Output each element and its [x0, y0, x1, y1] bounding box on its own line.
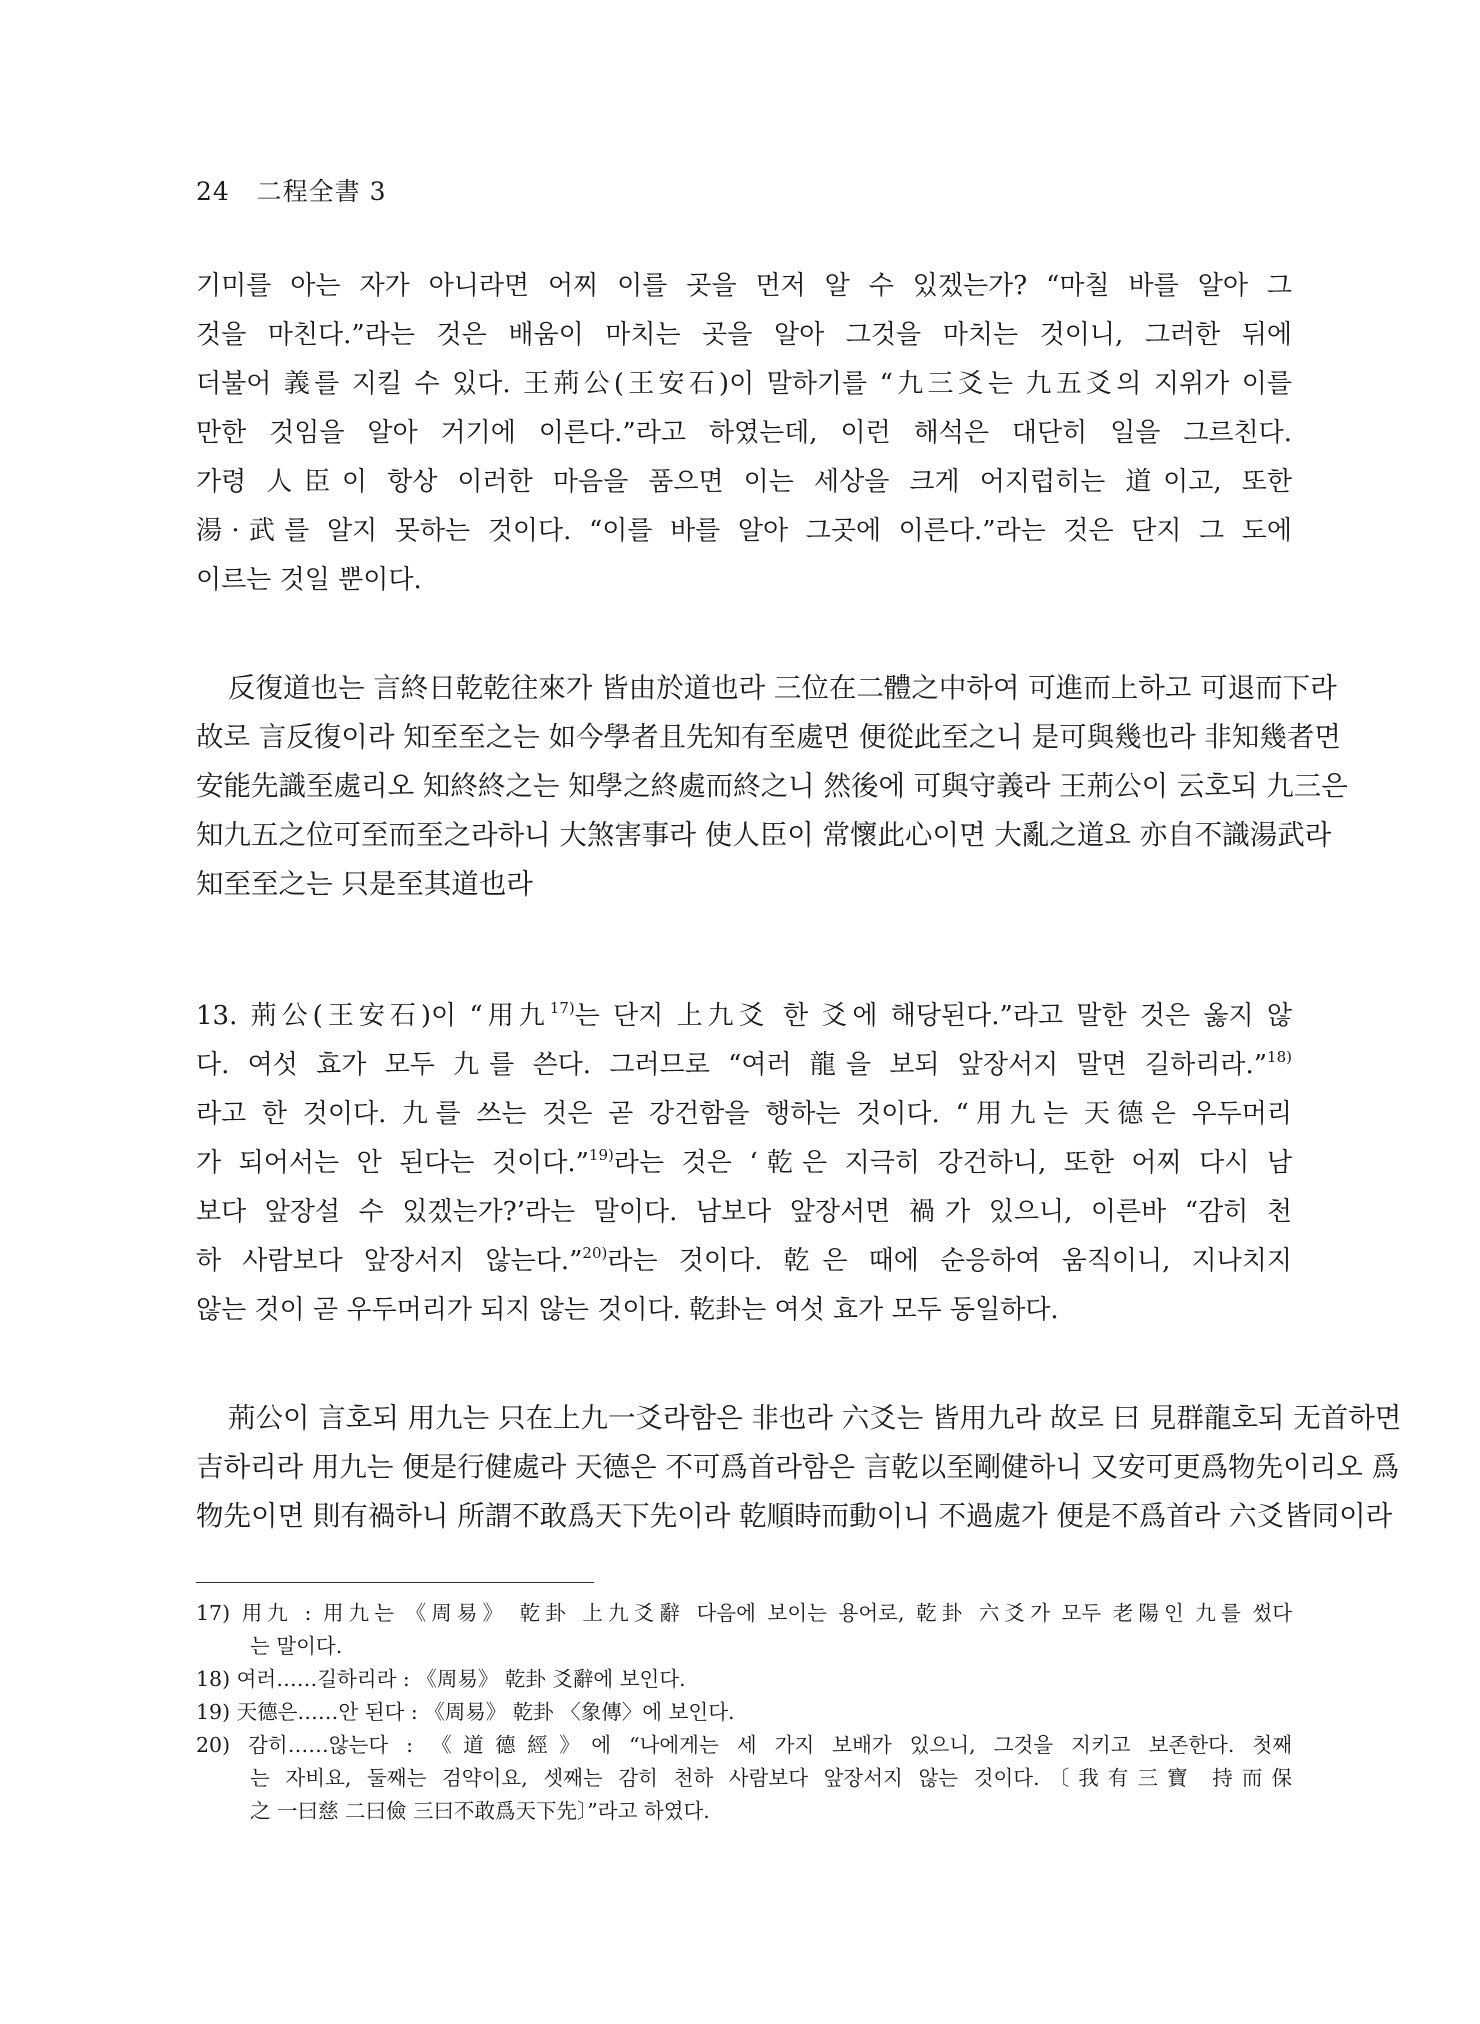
original-line: 物先이면 則有禍하니 所謂不敢爲天下先이라 乾順時而動이니 不過處가 便是不爲首라 六爻皆同이라: [196, 1500, 1393, 1532]
section2-original-text: [196, 1394, 1402, 1541]
original-line: 荊公이 言호되 用九는 只在上九一爻라함은 非也라 六爻는 皆用九라 故로 曰 見群龍호되 无首하면: [228, 1402, 1402, 1434]
running-header: [196, 172, 387, 208]
footnote-19: [196, 1696, 1292, 1729]
paragraph-line: 더불어 義를 지킬 수 있다. 王荊公(王安石)이 말하기를 “九三爻는 九五爻의 지위가 이를: [196, 369, 1292, 399]
original-line: 安能先識至處리오 知終終之는 知學之終處而終之니 然後에 可與守義라 王荊公이 云호되 九三은: [196, 770, 1348, 802]
page-number: 24: [196, 177, 230, 206]
book-title: 二程全書 3: [256, 177, 387, 206]
footnote-line: 20) 감히……않는다 : 《道德經》에 “나에게는 세 가지 보배가 있으니, 그것을 지키고 보존한다. 첫째: [196, 1733, 1292, 1757]
original-line: 知至至之는 只是至其道也라: [196, 868, 533, 900]
footnote-ref[interactable]: 20): [582, 1244, 608, 1262]
paragraph-line: 이르는 것일 뿐이다.: [196, 565, 422, 595]
footnote-17: [196, 1597, 1292, 1663]
paragraph-line: 만한 것임을 알아 거기에 이른다.”라고 하였는데, 이런 해석은 대단히 일을 그르친다.: [196, 418, 1292, 448]
footnote-ref[interactable]: 19): [588, 1146, 614, 1164]
original-line: 知九五之位可至而至之라하니 大煞害事라 使人臣이 常懷此心이면 大亂之道요 亦自不識湯武라: [196, 819, 1332, 851]
footnote-line: 19) 天德은……안 된다 : 《周易》 乾卦 〈象傳〉에 보인다.: [196, 1700, 735, 1724]
footnote-ref[interactable]: 18): [1267, 1048, 1292, 1066]
section2-translation: [196, 992, 1292, 1335]
paragraph-line: 않는 것이 곧 우두머리가 되지 않는 것이다. 乾卦는 여섯 효가 모두 동일하다.: [196, 1295, 1059, 1325]
footnote-ref[interactable]: 17): [549, 999, 575, 1017]
paragraph-line: 기미를 아는 자가 아니라면 어찌 이를 곳을 먼저 알 수 있겠는가? “마칠 바를 알아 그: [196, 271, 1292, 301]
footnote-line: 18) 여러……길하리라 : 《周易》 乾卦 爻辭에 보인다.: [196, 1667, 686, 1691]
paragraph-line: 13. 荊公(王安石)이 “用九$^{17)}$는 단지 上九爻 한 爻에 해당된다.”라고 말한 것은 옳지 않: [196, 999, 1292, 1031]
footnote-18: [196, 1663, 1292, 1696]
section1-original-text: [196, 664, 1348, 909]
footnotes: [196, 1597, 1292, 1828]
footnote-line: 之 一曰慈 二曰儉 三曰不敢爲天下先〕”라고 하였다.: [250, 1799, 710, 1823]
section1-translation: [196, 262, 1292, 605]
original-line: 反復道也는 言終日乾乾往來가 皆由於道也라 三位在二體之中하여 可進而上하고 可退而下라: [228, 672, 1337, 704]
paragraph-line: 가령 人臣이 항상 이러한 마음을 품으면 이는 세상을 크게 어지럽히는 道이고, 또한: [196, 467, 1292, 497]
footnote-line: 는 말이다.: [250, 1634, 343, 1658]
footnote-line: 는 자비요, 둘째는 검약이요, 셋째는 감히 천하 사람보다 앞장서지 않는 것이다.〔我有三寶 持而保: [250, 1766, 1292, 1790]
paragraph-line: 가 되어서는 안 된다는 것이다.”$^{19)}$라는 것은 ‘乾은 지극히 강건하니, 또한 어찌 다시 남: [196, 1146, 1292, 1178]
paragraph-line: 것을 마친다.”라는 것은 배움이 마치는 곳을 알아 그것을 마치는 것이니, 그러한 뒤에: [196, 320, 1292, 350]
paragraph-line: 湯·武를 알지 못하는 것이다. “이를 바를 알아 그곳에 이른다.”라는 것은 단지 그 도에: [196, 516, 1292, 546]
footnote-line: 17) 用九 : 用九는 《周易》 乾卦 上九爻辭 다음에 보이는 용어로, 乾卦 六爻가 모두 老陽인 九를 썼다: [196, 1601, 1292, 1625]
footnote-20: [196, 1729, 1292, 1828]
paragraph-line: 라고 한 것이다. 九를 쓰는 것은 곧 강건함을 행하는 것이다. “用九는 天德은 우두머리: [196, 1099, 1292, 1129]
paragraph-line: 하 사람보다 앞장서지 않는다.”$^{20)}$라는 것이다. 乾은 때에 순응하여 움직이니, 지나치지: [196, 1244, 1292, 1276]
paragraph-line: 다. 여섯 효가 모두 九를 쓴다. 그러므로 “여러 龍을 보되 앞장서지 말면 길하리라.”$^{18)}$: [196, 1048, 1292, 1080]
original-line: 故로 言反復이라 知至至之는 如今學者且先知有至處면 便從此至之니 是可與幾也라 非知幾者면: [196, 721, 1341, 753]
paragraph-line: 보다 앞장설 수 있겠는가?’라는 말이다. 남보다 앞장서면 禍가 있으니, 이른바 “감히 천: [196, 1197, 1292, 1227]
original-line: 吉하리라 用九는 便是行健處라 天德은 不可爲首라함은 言乾以至剛健하니 又安可更爲物先이리오 爲: [196, 1451, 1400, 1483]
footnote-divider: [196, 1582, 594, 1583]
